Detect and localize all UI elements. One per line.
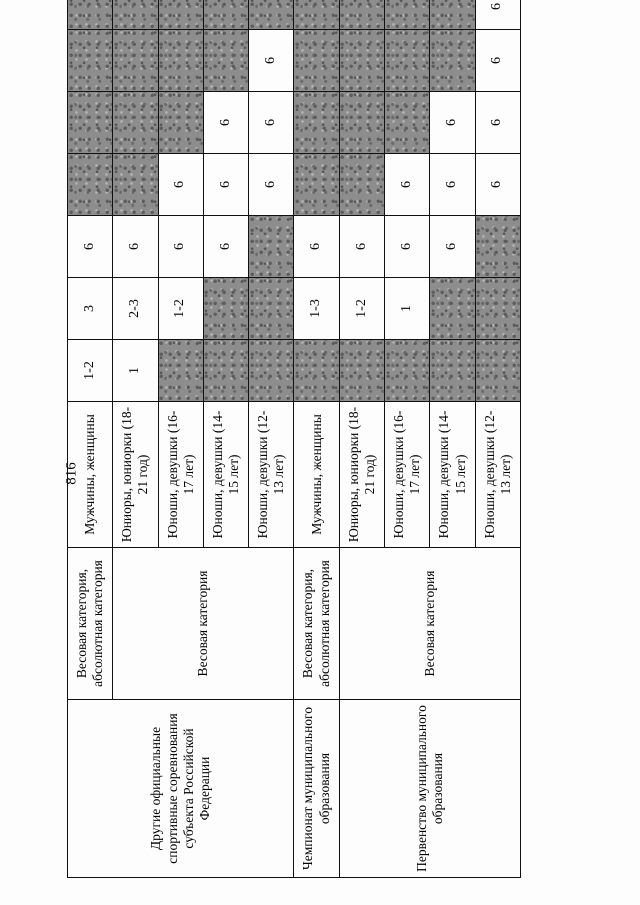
page-number: 816 (63, 462, 80, 485)
shaded-cell (113, 154, 158, 216)
shaded-cell (430, 278, 475, 340)
regulation-table-wrapper (67, 3, 521, 878)
value-cell: 6 (158, 216, 203, 278)
shaded-cell (68, 92, 113, 154)
shaded-cell (385, 30, 430, 92)
table-row (294, 0, 339, 878)
value-cell: 6 (249, 92, 294, 154)
value-cell: 1-2 (158, 278, 203, 340)
value-cell: 6 (475, 154, 520, 216)
value-cell: 6 (203, 154, 248, 216)
age-group-cell: Мужчины, женщины (68, 402, 113, 548)
shaded-cell (249, 278, 294, 340)
shaded-cell (294, 0, 339, 30)
shaded-cell (68, 154, 113, 216)
age-group-cell: Юноши, девушки (16-17 лет) (385, 402, 430, 548)
shaded-cell (294, 340, 339, 402)
value-cell: 6 (475, 30, 520, 92)
value-cell: 6 (249, 154, 294, 216)
shaded-cell (430, 340, 475, 402)
shaded-cell (385, 340, 430, 402)
value-cell: 1-2 (339, 278, 384, 340)
shaded-cell (68, 0, 113, 30)
event-cell: Чемпионат муниципального образования (294, 700, 339, 878)
shaded-cell (294, 92, 339, 154)
table-row (68, 0, 113, 878)
value-cell: 3 (68, 278, 113, 340)
age-group-cell: Юниоры, юниорки (18-21 год) (113, 402, 158, 548)
shaded-cell (294, 30, 339, 92)
shaded-cell (249, 216, 294, 278)
category-cell: Весовая категория (339, 548, 520, 700)
shaded-cell (158, 340, 203, 402)
shaded-cell (475, 340, 520, 402)
value-cell: 6 (294, 216, 339, 278)
shaded-cell (68, 30, 113, 92)
shaded-cell (339, 340, 384, 402)
value-cell: 1 (113, 340, 158, 402)
shaded-cell (113, 92, 158, 154)
table-body (68, 0, 521, 878)
shaded-cell (339, 0, 384, 30)
shaded-cell (430, 30, 475, 92)
value-cell: 6 (203, 216, 248, 278)
value-cell: 6 (385, 154, 430, 216)
value-cell: 6 (430, 154, 475, 216)
value-cell: 1-2 (68, 340, 113, 402)
shaded-cell (339, 92, 384, 154)
value-cell: 6 (475, 0, 520, 30)
value-cell: 6 (475, 92, 520, 154)
shaded-cell (249, 340, 294, 402)
shaded-cell (385, 92, 430, 154)
shaded-cell (113, 30, 158, 92)
shaded-cell (294, 154, 339, 216)
age-group-cell: Юноши, девушки (12-13 лет) (249, 402, 294, 548)
regulation-table (67, 0, 521, 878)
shaded-cell (203, 30, 248, 92)
category-cell: Весовая категория (113, 548, 294, 700)
shaded-cell (430, 0, 475, 30)
age-group-cell: Юноши, девушки (14-15 лет) (430, 402, 475, 548)
shaded-cell (158, 0, 203, 30)
age-group-cell: Юноши, девушки (16-17 лет) (158, 402, 203, 548)
age-group-cell: Юноши, девушки (12-13 лет) (475, 402, 520, 548)
table-row (339, 0, 384, 878)
age-group-cell: Мужчины, женщины (294, 402, 339, 548)
category-cell: Весовая категория, абсолютная категория (68, 548, 113, 700)
shaded-cell (475, 216, 520, 278)
shaded-cell (475, 278, 520, 340)
value-cell: 1-3 (294, 278, 339, 340)
event-cell: Другие официальные спортивные соревнования субъекта Российской Федерации (68, 700, 294, 878)
event-cell: Первенство муниципального образования (339, 700, 520, 878)
age-group-cell: Юниоры, юниорки (18-21 год) (339, 402, 384, 548)
shaded-cell (203, 278, 248, 340)
shaded-cell (158, 30, 203, 92)
value-cell: 2-3 (113, 278, 158, 340)
shaded-cell (339, 154, 384, 216)
value-cell: 6 (113, 216, 158, 278)
shaded-cell (113, 0, 158, 30)
shaded-cell (339, 30, 384, 92)
shaded-cell (249, 0, 294, 30)
shaded-cell (385, 0, 430, 30)
value-cell: 1 (385, 278, 430, 340)
age-group-cell: Юноши, девушки (14-15 лет) (203, 402, 248, 548)
value-cell: 6 (430, 92, 475, 154)
value-cell: 6 (203, 92, 248, 154)
value-cell: 6 (430, 216, 475, 278)
shaded-cell (203, 340, 248, 402)
category-cell: Весовая категория, абсолютная категория (294, 548, 339, 700)
value-cell: 6 (158, 154, 203, 216)
shaded-cell (158, 92, 203, 154)
value-cell: 6 (339, 216, 384, 278)
value-cell: 6 (249, 30, 294, 92)
value-cell: 6 (385, 216, 430, 278)
value-cell: 6 (68, 216, 113, 278)
shaded-cell (203, 0, 248, 30)
